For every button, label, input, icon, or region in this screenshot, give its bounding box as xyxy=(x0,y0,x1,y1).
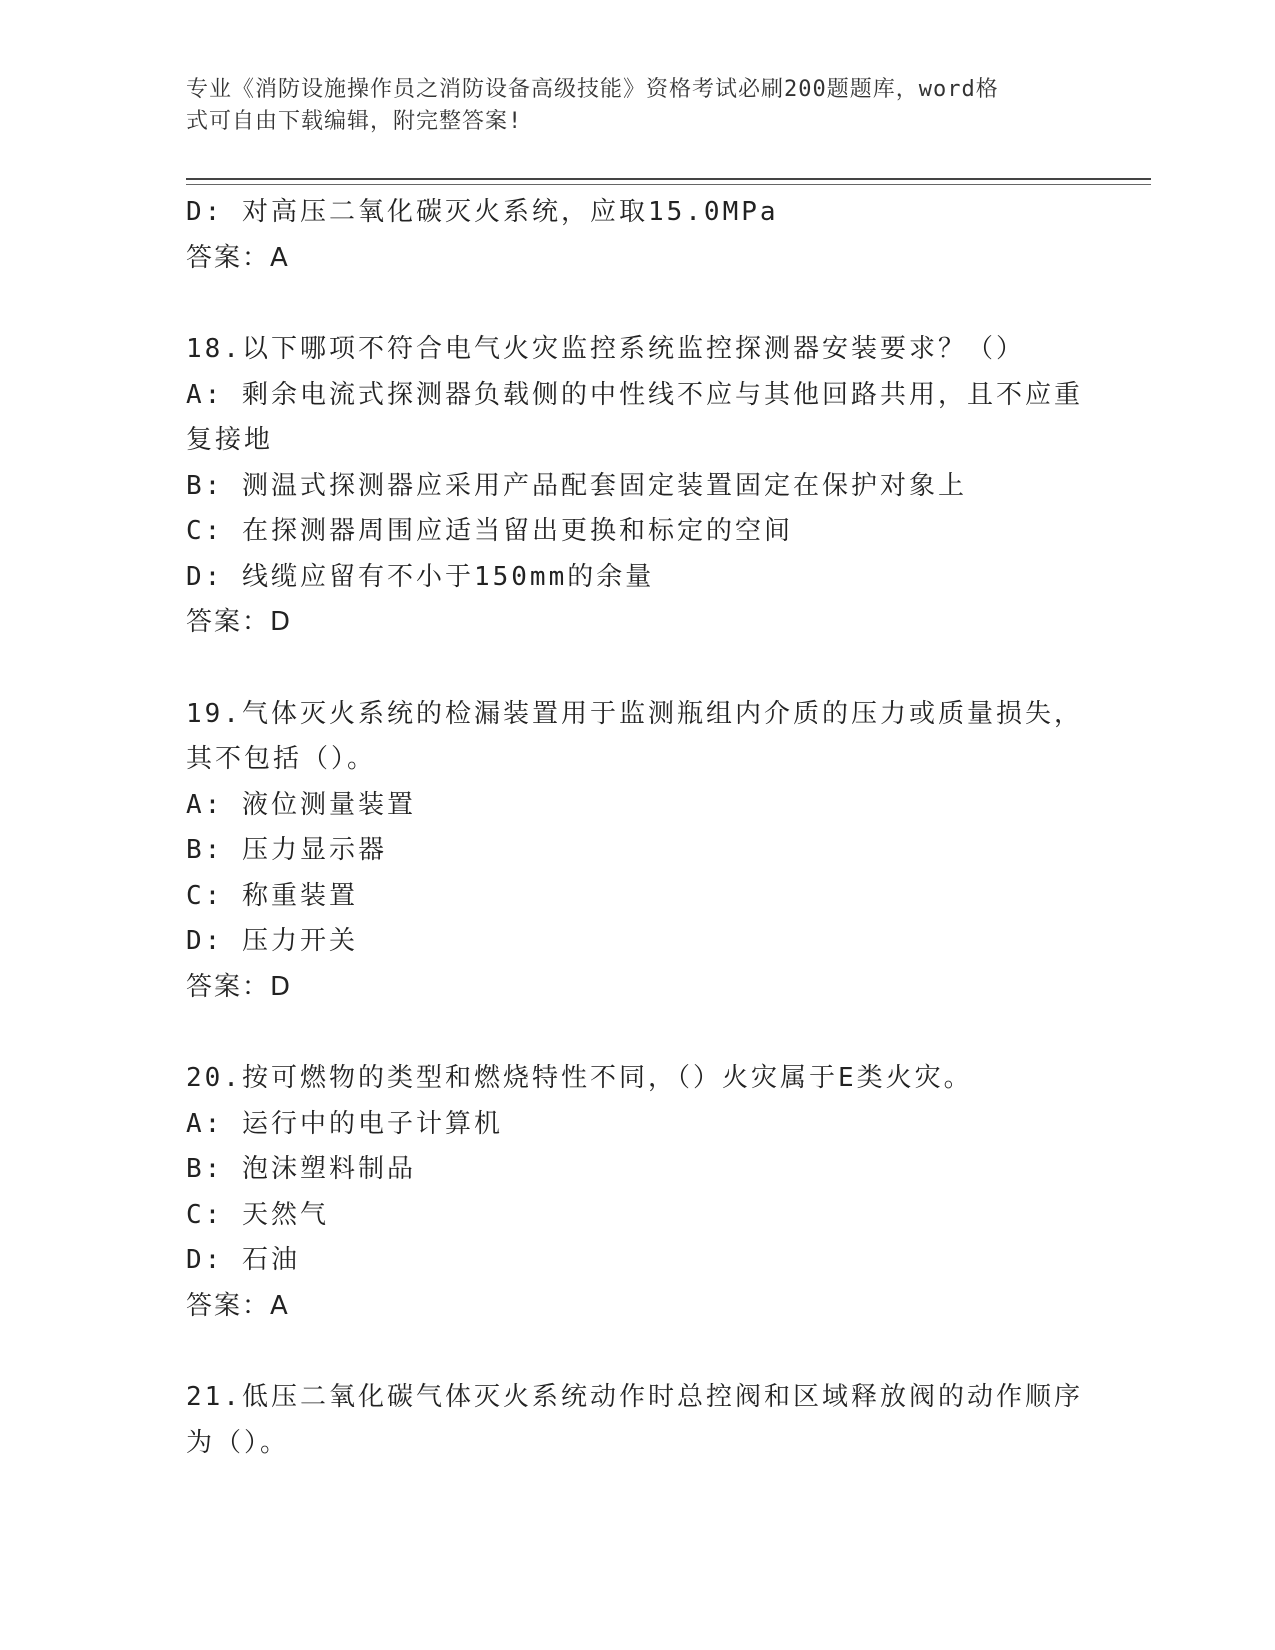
header-line-1: 专业《消防设施操作员之消防设备高级技能》资格考试必刷200题题库，word格 xyxy=(186,77,999,102)
question-stem-continued: 为（）。 xyxy=(186,1427,290,1458)
option-a: A: 运行中的电子计算机 xyxy=(186,1108,503,1139)
answer: 答案：A xyxy=(186,242,290,273)
option-a: A: 剩余电流式探测器负载侧的中性线不应与其他回路共用，且不应重 xyxy=(186,379,1083,410)
question-17-tail xyxy=(186,190,1086,281)
option-c: C: 在探测器周围应适当留出更换和标定的空间 xyxy=(186,516,793,546)
question-stem: 19.气体灭火系统的检漏装置用于监测瓶组内介质的压力或质量损失， xyxy=(186,698,1083,729)
option-d: D: 对高压二氧化碳灭火系统，应取15.0MPa xyxy=(186,197,779,227)
option-d: D: 线缆应留有不小于150mm的余量 xyxy=(186,561,655,592)
question-stem: 18.以下哪项不符合电气火灾监控系统监控探测器安装要求？（） xyxy=(186,334,1025,364)
option-d: D: 石油 xyxy=(186,1245,300,1275)
header-divider-thick xyxy=(186,178,1151,180)
option-c: C: 天然气 xyxy=(186,1199,329,1230)
question-21 xyxy=(186,1375,1086,1466)
question-stem-continued: 其不包括（）。 xyxy=(186,744,377,774)
option-a-continued: 复接地 xyxy=(186,425,274,455)
question-18 xyxy=(186,327,1086,646)
header-line-2: 式可自由下载编辑，附完整答案! xyxy=(186,109,523,134)
question-19 xyxy=(186,692,1086,1011)
answer: 答案：D xyxy=(186,971,293,1002)
question-stem: 21.低压二氧化碳气体灭火系统动作时总控阀和区域释放阀的动作顺序 xyxy=(186,1382,1083,1412)
answer: 答案：D xyxy=(186,607,293,637)
document-body xyxy=(186,190,1086,1466)
option-d: D: 压力开关 xyxy=(186,926,358,956)
question-20 xyxy=(186,1056,1086,1329)
option-b: B: 压力显示器 xyxy=(186,835,387,865)
header-divider-thin xyxy=(186,184,1151,185)
option-a: A: 液位测量装置 xyxy=(186,789,416,820)
option-c: C: 称重装置 xyxy=(186,880,358,911)
document-header xyxy=(186,74,1086,138)
question-stem: 20.按可燃物的类型和燃烧特性不同，（）火灾属于E类火灾。 xyxy=(186,1063,973,1093)
option-b: B: 测温式探测器应采用产品配套固定装置固定在保护对象上 xyxy=(186,470,967,501)
answer: 答案：A xyxy=(186,1290,290,1321)
option-b: B: 泡沫塑料制品 xyxy=(186,1154,416,1184)
